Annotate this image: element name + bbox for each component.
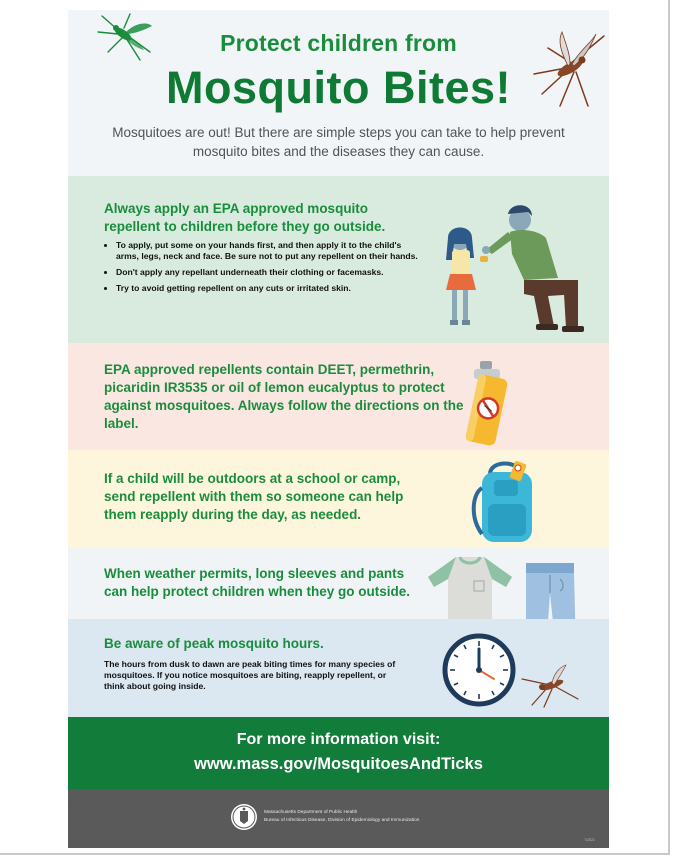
- poster: [68, 10, 609, 848]
- backpack-icon: [468, 458, 548, 546]
- clock-icon: [442, 633, 516, 707]
- section1-heading: Always apply an EPA approved mosquito repellent to children before they go outside.: [104, 201, 386, 234]
- title-line1: Protect children from: [220, 30, 457, 56]
- state-seal-icon: [230, 803, 258, 831]
- intro-text: Mosquitoes are out! But there are simple steps you can take to help prevent mosquito bites and the diseases they can cause.: [112, 125, 565, 159]
- org-line2: Bureau of Infectious Disease, Division of Epidemiology and Immunization: [264, 818, 420, 823]
- list-item: • Don't apply any repellant underneath their clothing or facemasks.: [116, 267, 426, 278]
- list-item: • To apply, put some on your hands first, and then apply it to the child's arms, legs, neck and face. Be sure not to put any repellent on their hands.: [116, 240, 426, 262]
- more-info-url[interactable]: www.mass.gov/MosquitoesAndTicks: [194, 755, 483, 773]
- section5-heading: Be aware of peak mosquito hours.: [104, 636, 324, 651]
- more-info-banner: [68, 717, 609, 789]
- org-line1: Massachusetts Department of Public Health: [264, 810, 358, 815]
- list-item: • Try to avoid getting repellent on any cuts or irritated skin.: [116, 283, 426, 294]
- repellent-can-icon: [466, 359, 516, 447]
- footer: [68, 789, 609, 848]
- form-code: 7/2021: [584, 838, 595, 842]
- section-school-camp: [68, 450, 609, 547]
- section1-bullets: [104, 240, 426, 299]
- poster-header: [68, 10, 609, 176]
- section4-text: When weather permits, long sleeves and pants can help protect children when they go outside.: [104, 566, 411, 599]
- section2-text: EPA approved repellents contain DEET, permethrin, picaridin IR3535 or oil of lemon eucalyptus to protect against mosquitoes. Always follow the directions on the label.: [104, 362, 464, 431]
- shirt-icon: [422, 553, 518, 623]
- parent-child-illustration: [428, 198, 598, 338]
- section-clothing: [68, 547, 609, 619]
- section5-text: The hours from dusk to dawn are peak biting times for many species of mosquitoes. If you notice mosquitoes are biting, reapply repellent, or think about going inside.: [104, 659, 396, 691]
- section-repellent-ingredients: [68, 343, 609, 450]
- section3-text: If a child will be outdoors at a school or camp, send repellent with them so someone can help them reapply during the day, as needed.: [104, 471, 404, 522]
- section-peak-hours: [68, 619, 609, 717]
- mosquito-small-icon: [520, 663, 582, 709]
- section-apply-repellent: [68, 176, 609, 343]
- org-name: [264, 809, 419, 825]
- more-info-label: For more information visit:: [236, 731, 441, 748]
- page-title: Mosquito Bites!: [166, 62, 511, 113]
